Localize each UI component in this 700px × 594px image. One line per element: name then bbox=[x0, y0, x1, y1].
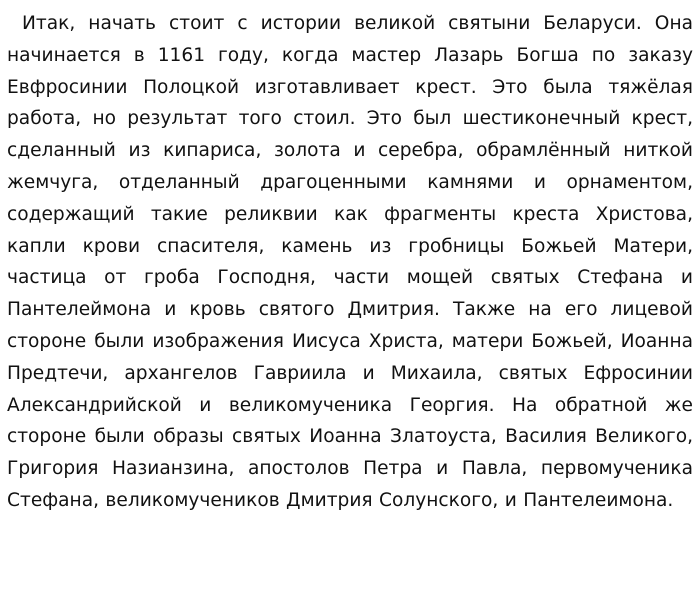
document-page bbox=[7, 8, 693, 517]
body-paragraph: Итак, начать стоит с истории великой святыни Беларуси. Она начинается в 1161 году, когда мастер Лазарь Богша по заказу Евфросинии Полоцкой изготавливает крест. Это была тяжёлая работа, но результат того стоил. Это был шестиконечный крест, сделанный из кипариса, золота и серебра, обрамлённый ниткой жемчуга, отделанный драгоценными камнями и орнаментом, содержащий такие реликвии как фрагменты креста Христова, капли крови спасителя, камень из гробницы Божьей Матери, частица от гроба Господня, части мощей святых Стефана и Пантелеймона и кровь святого Дмитрия. Также на его лицевой стороне были изображения Иисуса Христа, матери Божьей, Иоанна Предтечи, архангелов Гавриила и Михаила, святых Ефросинии Александрийской и великомученика Георгия. На обратной же стороне были образы святых Иоанна Златоуста, Василия Великого, Григория Назианзина, апостолов Петра и Павла, первомученика Стефана, великомучеников Дмитрия Солунского, и Пантелеимона. bbox=[7, 13, 693, 511]
